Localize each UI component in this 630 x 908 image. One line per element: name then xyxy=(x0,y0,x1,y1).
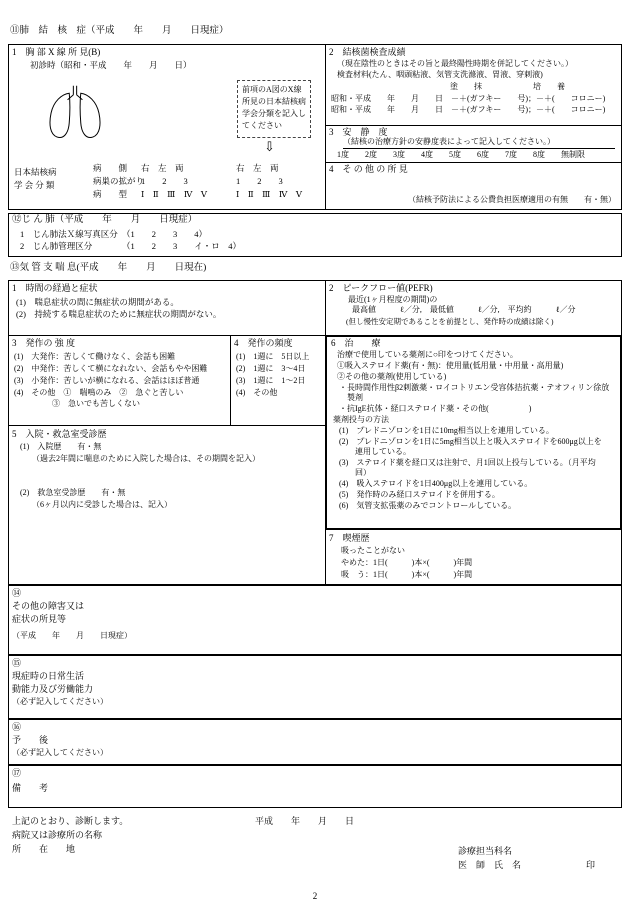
s15-number: ⑮ xyxy=(12,658,22,668)
society-label-line2: 学 会 分 類 xyxy=(14,180,55,190)
pefr-line2: 最高値 ℓ／分, 最低値 ℓ／分, 平均約 ℓ／分 xyxy=(352,305,576,314)
course-heading: 1 時間の経過と症状 xyxy=(12,283,98,293)
tb-right-divider1 xyxy=(325,125,622,126)
tb-vertical-divider xyxy=(325,44,326,210)
pneumo-title: ⑫じ ん 肺（平成 年 月 日現症） xyxy=(12,215,198,225)
s15-box xyxy=(8,655,622,719)
s17-box xyxy=(8,765,622,808)
s17-label-line1: 備 考 xyxy=(12,783,49,793)
treatment-m6: (6) 気管支拡張薬のみでコントロールしている。 xyxy=(339,501,517,510)
treatment-line3b: 製剤 xyxy=(347,393,363,402)
other-findings-note: （結核予防法による公費負担医療適用の有無 有・無） xyxy=(408,195,616,204)
treatment-method-heading: 薬剤投与の方法 xyxy=(333,415,389,424)
xray-note: 前項のA図のX線所見の日本結核病学会分類を記入してください xyxy=(237,80,311,138)
pefr-heading: 2 ピークフロー値(PEFR) xyxy=(329,283,433,293)
doctor-name-label: 医 師 氏 名 xyxy=(458,860,522,870)
treatment-m2b: 連用している。 xyxy=(355,447,411,456)
smoking-item1: 吸ったことがない xyxy=(341,546,405,555)
society-label-line1: 日本結核病 xyxy=(14,167,57,177)
history-heading: 5 入院・救急室受診歴 xyxy=(12,429,107,439)
intensity-heading: 3 発作の 強 度 xyxy=(12,338,76,348)
tb-section-title: ⑪肺 結 核 症（平成 年 月 日現症） xyxy=(10,26,229,36)
bacteria-heading: 2 結核菌検査成績 xyxy=(329,47,406,57)
intensity-item3: (3) 小発作：苦しいが横になれる、会話はほぼ普通 xyxy=(14,376,200,385)
class-row-type-right: Ⅰ Ⅱ Ⅲ Ⅳ Ⅴ xyxy=(236,189,302,199)
treatment-intro: 治療で使用している薬剤に○印をつけてください。 xyxy=(337,350,518,359)
frequency-item3: (3) 1週に 1～2日 xyxy=(236,376,306,385)
department-label: 診療担当科名 xyxy=(458,846,513,856)
class-row-side-left: 右 左 両 xyxy=(141,163,184,173)
bacteria-note2: 検査材料(たん、咽頭粘液、気管支洗滌液、胃液、穿刺液) xyxy=(337,70,543,79)
treatment-m2: (2) プレドニゾロンを1日に5mg相当以上と吸入ステロイドを600μg以上を xyxy=(339,437,602,446)
hospital-name-label: 病院又は診療所の名称 xyxy=(12,830,103,840)
class-row-extent-label: 病巣の拡がり xyxy=(93,176,145,186)
smoking-item3: 吸 う：1日( )本×( )年間 xyxy=(341,570,473,579)
history-item2: (2) 救急室受診歴 有・無 xyxy=(20,488,126,497)
pefr-line1: 最近(1ヶ月程度の期間)の xyxy=(348,295,438,304)
s16-number: ⑯ xyxy=(12,722,22,732)
s14-number: ⑭ xyxy=(12,588,22,598)
treatment-m5: (5) 発作時のみ経口ステロイドを併用する。 xyxy=(339,490,500,499)
intensity-item4: (4) その他 ① 喘鳴のみ ② 急ぐと苦しい xyxy=(14,388,184,397)
frequency-item1: (1) 1週に 5日以上 xyxy=(236,352,310,361)
course-item1: (1) 喘息症状の間に無症状の期間がある。 xyxy=(16,297,179,307)
smoking-item2: やめた：1日( )本×( )年間 xyxy=(341,558,473,567)
history-note2: （6ヶ月以内に受診した場合は、記入） xyxy=(32,500,172,509)
s14-label-line3: （平成 年 月 日現症） xyxy=(12,631,132,640)
diagnosis-date: 平成 年 月 日 xyxy=(255,816,355,826)
class-row-type-label: 病 型 xyxy=(93,189,128,199)
rest-heading: 3 安 静 度 xyxy=(329,127,388,137)
treatment-line3: ・長時間作用性β2刺激薬・ロイコトリエン受容体拮抗薬・テオフィリン徐放 xyxy=(339,383,610,392)
s15-label-line1: 現症時の日常生活 xyxy=(12,671,85,681)
frequency-item2: (2) 1週に 3～4日 xyxy=(236,364,306,373)
s16-box xyxy=(8,719,622,765)
bacteria-line1: 昭和・平成 年 月 日 －＋(ガフキー 号)；－＋( コロニー) xyxy=(331,94,606,103)
xray-first-visit: 初診時（昭和・平成 年 月 日） xyxy=(30,60,192,70)
s15-label-line2: 動能力及び労働能力 xyxy=(12,684,94,694)
class-row-type-left: Ⅰ Ⅱ Ⅲ Ⅳ Ⅴ xyxy=(141,189,207,199)
intensity-item2: (2) 中発作：苦しくて横になれない、会話もやや困難 xyxy=(14,364,208,373)
pneumo-item1: 1 じん肺法Ｘ線写真区分 （1 2 3 4） xyxy=(20,229,208,239)
treatment-line2: ②その他の薬剤(使用している) xyxy=(337,372,447,381)
down-arrow-icon: ⇩ xyxy=(264,139,275,154)
smoking-heading: 7 喫煙歴 xyxy=(329,533,370,543)
class-row-side-right: 右 左 両 xyxy=(236,163,279,173)
rest-note: （結核の治療方針の安静度表によって記入してください。） xyxy=(343,137,555,146)
asthma-title: ⑬気 管 支 喘 息(平成 年 月 日現在) xyxy=(10,263,207,273)
class-row-extent-left: 1 2 3 xyxy=(141,176,188,186)
s14-label-line1: その他の障害又は xyxy=(12,601,85,611)
treatment-line1: ①吸入ステロイド薬(有・無)：使用量(低用量・中用量・高用量) xyxy=(337,361,564,370)
bacteria-col-smear: 塗 抹 xyxy=(450,82,482,91)
course-item2: (2) 持続する喘息症状のために無症状の期間がない。 xyxy=(16,309,222,319)
asthma-col34-divider xyxy=(230,335,231,425)
lung-diagram xyxy=(42,78,108,148)
bacteria-note1: （現在陰性のときはその旨と最終陽性時期を併記してください。） xyxy=(337,59,573,68)
s17-number: ⑰ xyxy=(12,768,22,778)
treatment-m3b: 回） xyxy=(355,468,371,477)
rest-underline xyxy=(343,148,615,149)
bacteria-line2: 昭和・平成 年 月 日 －＋(ガフキー 号)；－＋( コロニー) xyxy=(331,105,606,114)
treatment-line4: ・抗IgE抗体・経口ステロイド薬・その他( ) xyxy=(339,404,532,413)
page-number: 2 xyxy=(312,891,318,901)
treatment-m1: (1) プレドニゾロンを1日に10mg相当以上を連用している。 xyxy=(339,426,554,435)
s16-label-line2: （必ず記入してください） xyxy=(12,748,108,757)
seal-label: 印 xyxy=(586,860,596,870)
pefr-line3: (但し慢性安定期であることを前提とし、発作時の成績は除く) xyxy=(346,317,554,326)
other-findings-heading: 4 そ の 他 の 所 見 xyxy=(329,164,408,174)
intensity-item1: (1) 大発作：苦しくて働けなく、会話も困難 xyxy=(14,352,176,361)
treatment-m4: (4) 吸入ステロイドを1日400μg以上を連用している。 xyxy=(339,479,533,488)
bacteria-col-culture: 培 養 xyxy=(533,82,565,91)
s14-label-line2: 症状の所見等 xyxy=(12,614,67,624)
pneumo-item2: 2 じん肺管理区分 （1 2 3 イ・ロ 4） xyxy=(20,241,242,251)
rest-degrees: 1度 2度 3度 4度 5度 6度 7度 8度 無制限 xyxy=(337,150,585,159)
frequency-heading: 4 発作の頻度 xyxy=(234,338,293,348)
history-note1: （過去2年間に喘息のために入院した場合は、その期間を記入） xyxy=(32,454,260,463)
frequency-item4: (4) その他 xyxy=(236,388,278,397)
s16-label-line1: 予 後 xyxy=(12,735,49,745)
treatment-m3: (3) ステロイド薬を経口又は注射で、月1回以上投与している。（月平均 xyxy=(339,458,596,467)
tb-right-divider2 xyxy=(325,162,622,163)
s15-label-line3: （必ず記入してください） xyxy=(12,697,108,706)
history-item1: (1) 入院歴 有・無 xyxy=(20,442,102,451)
s14-box xyxy=(8,585,622,655)
address-label: 所 在 地 xyxy=(12,844,76,854)
class-row-extent-right: 1 2 3 xyxy=(236,176,283,186)
diagnosis-statement: 上記のとおり、診断します。 xyxy=(12,816,129,826)
class-row-side-label: 病 側 xyxy=(93,163,128,173)
intensity-item4b: ③ 急いでも苦しくない xyxy=(52,399,140,408)
treatment-heading: 6 治 療 xyxy=(331,338,381,348)
asthma-row2-divider xyxy=(8,425,325,426)
xray-heading: 1 胸 部 X 線 所 見(B) xyxy=(12,47,101,57)
